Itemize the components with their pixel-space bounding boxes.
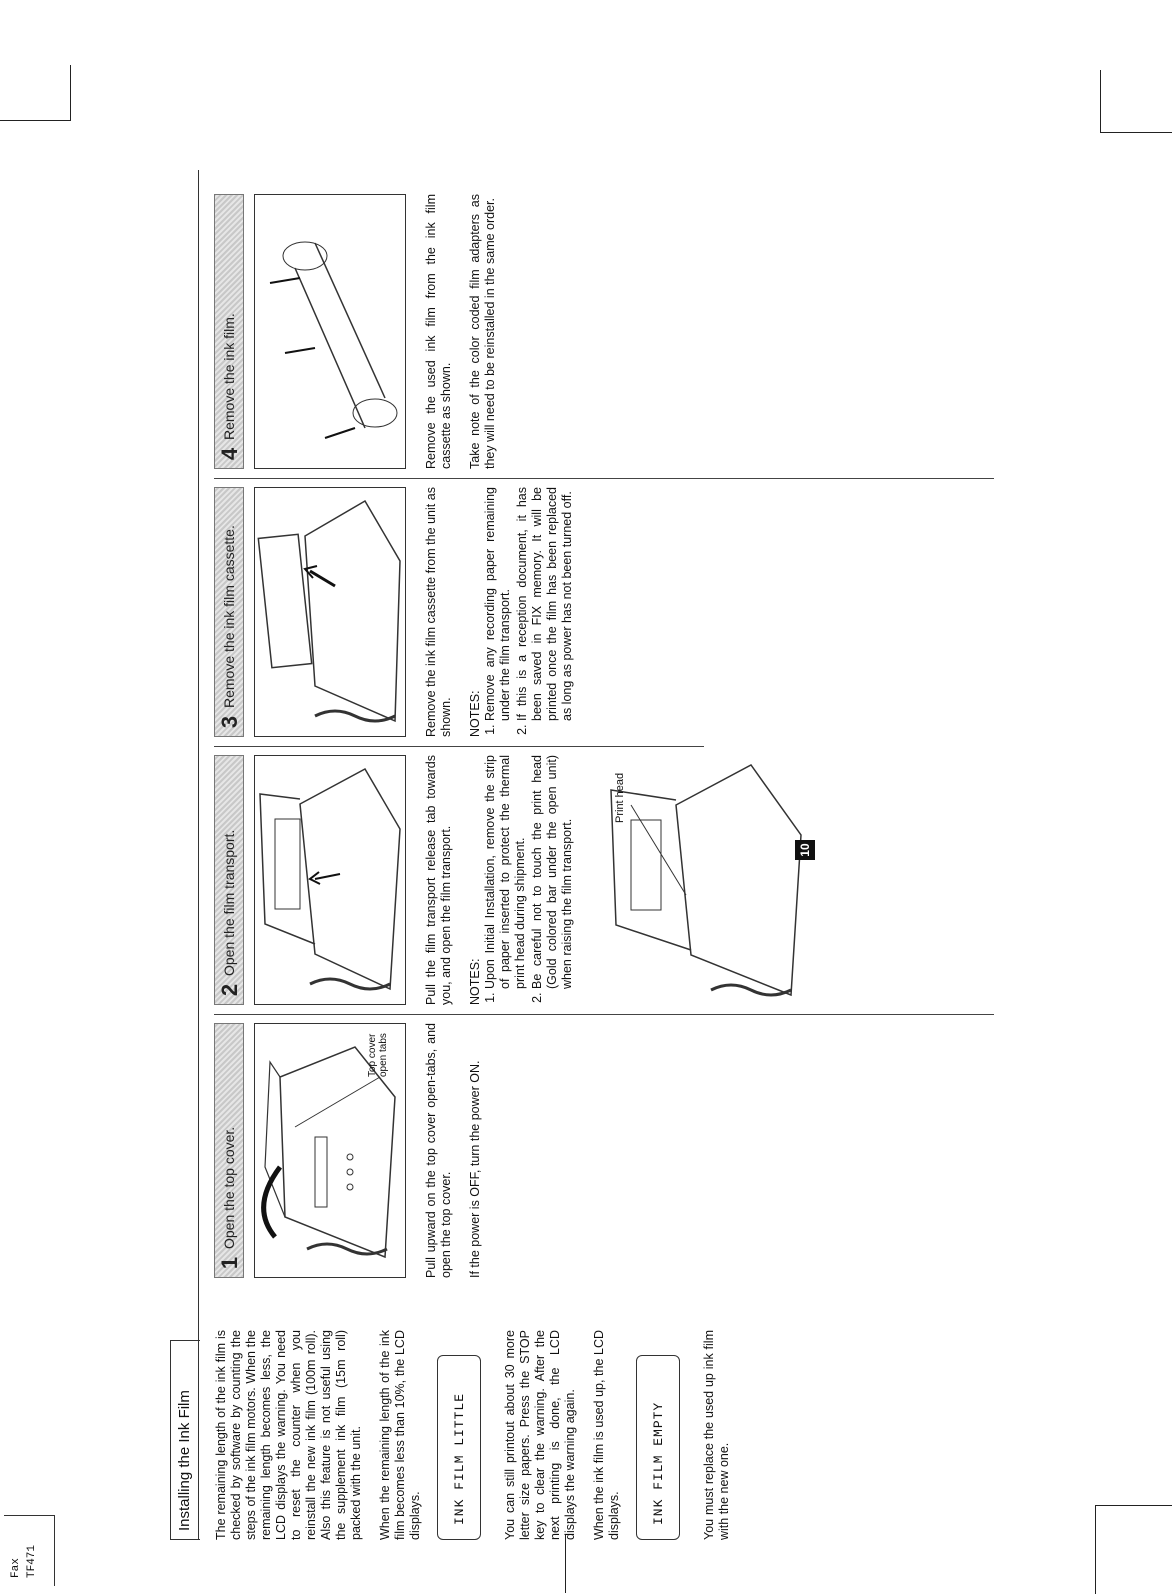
step-4-number: 4 (216, 447, 242, 461)
step-2-title: Open the film transport. (220, 829, 237, 976)
step-2-number: 2 (216, 983, 242, 997)
step-4-illustration (254, 194, 406, 469)
intro-after-little: You can still printout about 30 more letter size papers. Press the STOP key to clear the warning. After the next printing is done, the LCD displays the warning again. (503, 1330, 577, 1540)
step-2-illustration (254, 755, 406, 1005)
model-label-line2: TF471 (26, 1544, 38, 1578)
step-2-notes-label: NOTES: (468, 958, 482, 1005)
step-4-text2: Take note of the color coded film adapters as they will need to be reinstalled in the same order. (468, 194, 497, 469)
step-1-callout: Top cover open tabs (367, 1033, 389, 1077)
step-4-text1: Remove the used ink film from the ink film cassette as shown. (424, 194, 453, 469)
step-1-header (214, 1023, 244, 1278)
fax-cassette-removal-drawing (255, 489, 405, 736)
step-3-header (214, 487, 244, 737)
ink-film-cassette-drawing (255, 196, 405, 468)
crop-mark-top-left (0, 65, 71, 121)
intro-column (214, 1330, 746, 1540)
intro-replace-text: You must replace the used up ink film with the new one. (702, 1330, 731, 1540)
step-1-column (214, 1023, 497, 1278)
column-divider-1 (214, 1014, 994, 1015)
model-label-box (4, 1515, 55, 1586)
step-3-notes (483, 487, 575, 737)
fax-film-transport-drawing (255, 757, 405, 1004)
step-3-number: 3 (216, 715, 242, 729)
lcd-little-text: INK FILM LITTLE (451, 1392, 467, 1525)
header-rule (198, 170, 199, 1540)
step-3-column (214, 487, 577, 737)
print-head-illustration (591, 755, 811, 1005)
step-2-notes (483, 755, 575, 1005)
section-title: Installing the Ink Film (170, 1340, 200, 1540)
step-3-illustration (254, 487, 406, 737)
print-head-callout: Print head (614, 772, 626, 823)
step-2-note: 2. Be careful not to touch the print head (Gold colored bar under the open unit) when raising the film transport. (530, 755, 575, 989)
column-divider-3 (214, 478, 994, 479)
crop-mark-top-right (1100, 70, 1172, 133)
step-4-column (214, 194, 512, 469)
intro-empty-text: When the ink film is used up, the LCD displays. (592, 1330, 621, 1540)
step-4-title: Remove the ink film. (220, 313, 237, 440)
step-2-note: 1. Upon Initial Installation, remove the strip of paper inserted to protect the thermal print head during shipment. (483, 755, 528, 989)
step-1-number: 1 (216, 1256, 242, 1270)
column-divider-2 (214, 746, 704, 747)
step-2-header (214, 755, 244, 1005)
step-2-text1: Pull the film transport release tab towards you, and open the film transport. (424, 755, 453, 1005)
lcd-ink-film-empty (636, 1355, 680, 1540)
step-3-notes-label: NOTES: (468, 690, 482, 737)
crop-mark-bottom-left (565, 1535, 567, 1593)
step-3-note: 1. Remove any recording paper remaining under the film transport. (483, 487, 513, 721)
step-3-title: Remove the ink film cassette. (220, 525, 237, 708)
intro-low-text: When the remaining length of the ink film becomes less than 10%, the LCD displays. (378, 1330, 422, 1540)
lcd-empty-text: INK FILM EMPTY (650, 1401, 666, 1525)
step-1-text2: If the power is OFF, turn the power ON. (468, 1060, 482, 1278)
crop-mark-bottom-right (1095, 1505, 1172, 1594)
manual-page (170, 140, 1060, 1540)
step-1-text1: Pull upward on the top cover open-tabs, and open the top cover. (424, 1023, 453, 1278)
step-1-illustration (254, 1023, 406, 1278)
intro-paragraph: The remaining length of the ink film is checked by software by counting the steps of the ink film motors. When the remaining length becomes less, the LCD displays the warning. You need to reset the counter when you reinstall the new ink film (100m roll). Also this feature is not useful using the supplement ink film (15m roll) packed with the unit. (214, 1330, 363, 1540)
lcd-ink-film-little (437, 1355, 481, 1540)
step-1-title: Open the top cover. (220, 1126, 237, 1249)
step-3-text1: Remove the ink film cassette from the unit as shown. (424, 487, 453, 737)
step-3-note: 2. If this is a reception document, it has been saved in FIX memory. It will be printed once the film has been replaced as long as power has not been turned off. (515, 487, 575, 721)
model-label-line1: Fax (10, 1558, 22, 1578)
step-4-header (214, 194, 244, 469)
page-number: 10 (795, 840, 815, 860)
step-2-column (214, 755, 811, 1005)
